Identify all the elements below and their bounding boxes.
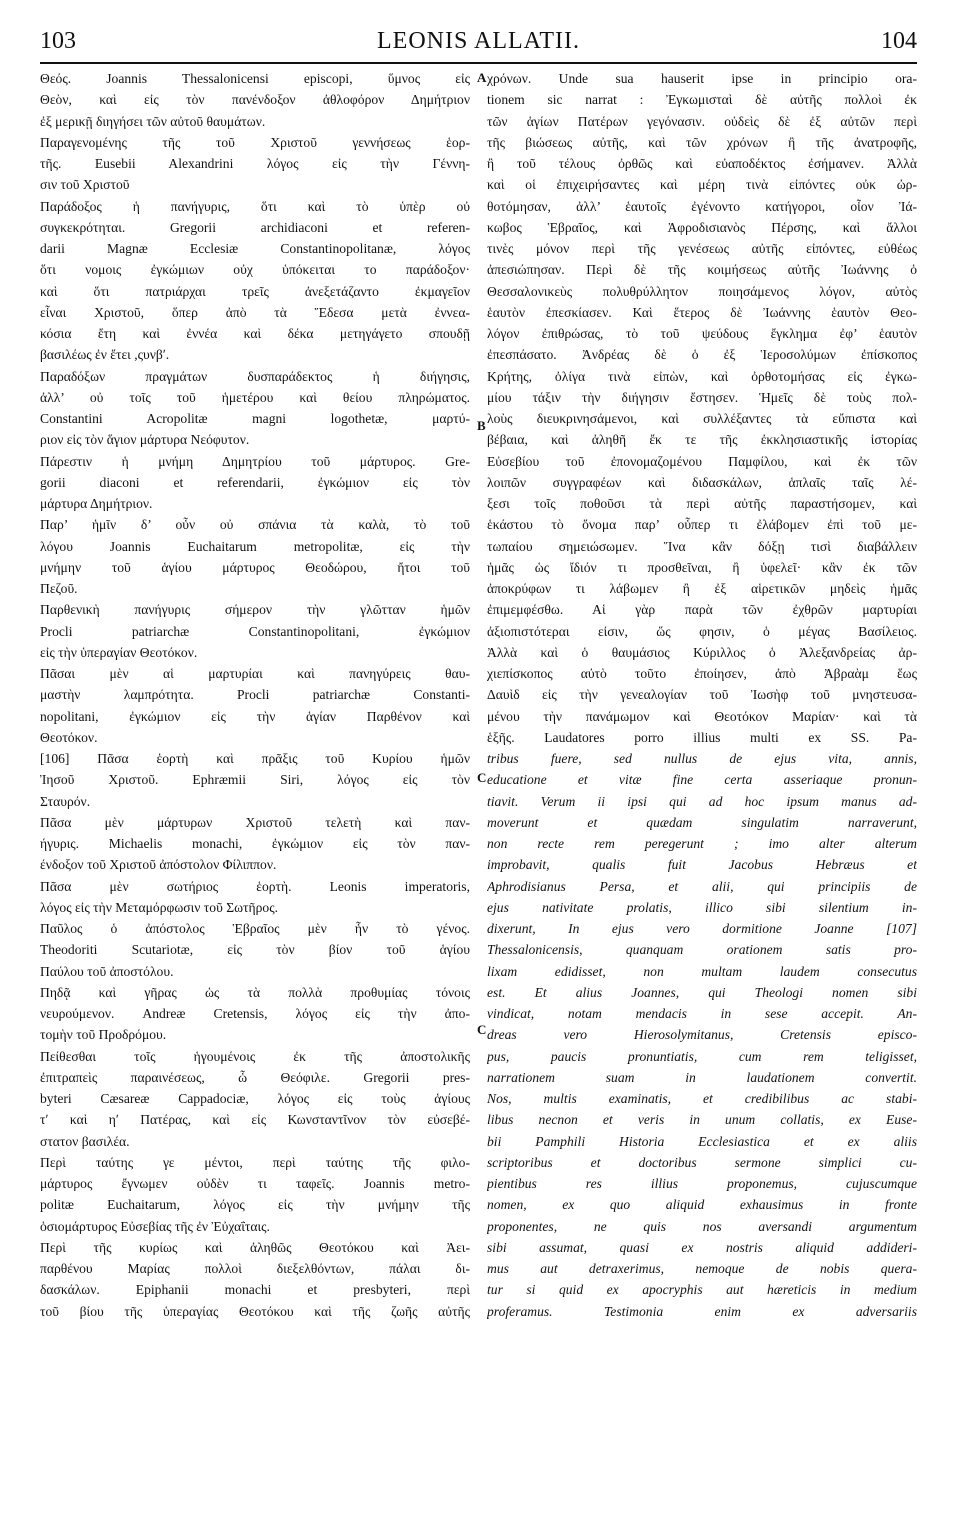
left-col-line: σιν τοῦ Χριστοῦ	[40, 177, 130, 193]
left-col-line: ἀλλ’ οὐ τοῖς τοῦ ἡμετέρου καὶ θείου πληρώματος.	[40, 389, 470, 405]
left-col-line: εἰς τὴν ὑπεραγίαν Θεοτόκον.	[40, 644, 198, 660]
left-col-line: Procli patriarchæ Constantinopolitani, ἐγκώμιον	[40, 623, 470, 639]
left-col-line: ἐξ μερικῇ διηγήσει τῶν αὐτοῦ θαυμάτων.	[40, 113, 266, 129]
left-col-line: στατον βασιλέα.	[40, 1133, 130, 1149]
right-col-line: τῶν ἁγίων Πατέρων γεγόνασιν. οὐδεὶς δὲ ἐξ αὐτῶν περὶ	[487, 113, 917, 129]
left-col-line: Θεὸν, καὶ εἰς τὸν πανένδοξον ἀθλοφόρον Δημήτριον	[40, 92, 470, 108]
right-col-line: ἐπεσπάσατο. Ἀνδρέας δὲ ὁ ἐξ Ἱεροσολύμων ἐπίσκοπος	[487, 347, 917, 363]
left-col-line: Σταυρόν.	[40, 793, 91, 809]
right-col-line: χιεπίσκοπος αὐτὸ τοῦτο ἐποίησεν, ἀπὸ Ἀβραὰμ ἕως	[487, 666, 917, 681]
right-col-line: mus aut detraxerimus, nemoque de nobis quera-	[487, 1261, 917, 1276]
right-col-line: libus necnon et veris in unum collatis, ex Euse-	[487, 1112, 917, 1128]
right-col-line: dixerunt, In ejus vero dormitione Joanne [107]	[487, 921, 917, 936]
left-col-line: λόγος εἰς τὴν Μεταμόρφωσιν τοῦ Σωτῆρος.	[40, 899, 278, 915]
left-col-line: Πᾶσα μὲν μάρτυρων Χριστοῦ τελετὴ καὶ παν-	[40, 814, 470, 830]
left-col-line: ριον εἰς τὸν ἅγιον μάρτυρα Νεόφυτον.	[40, 432, 250, 448]
left-col-line: ήγυρις. Michaelis monachi, ἐγκώμιον εἰς τὸν παν-	[40, 836, 470, 851]
right-col-line: μένου τὴν πανάμωμον καὶ Θεοτόκον Μαρίαν· καὶ τὰ	[487, 708, 917, 724]
right-col-line: proferamus. Testimonia enim ex adversariis	[487, 1303, 917, 1319]
right-col-line: κωβος Ἑβραῖος, καὶ Ἀφροδισιανὸς Πέρσης, καὶ ἄλλοι	[487, 219, 917, 235]
right-col-line: ejus nativitate prolatis, illico sibi silentium in-	[487, 899, 917, 915]
left-column	[40, 68, 470, 1523]
right-col-line: τῆς βιώσεως αὐτῆς, καὶ τῶν χρόνων ἢ τῆς ἀνατροφῆς,	[487, 134, 917, 150]
left-col-line: παρθένου Μαρίας πολλοὶ διεξελθόντων, πάλαι δι-	[40, 1261, 470, 1276]
right-col-line: scriptoribus et doctoribus sermone simplici cu-	[487, 1154, 917, 1170]
left-col-line: τομὴν τοῦ Προδρόμου.	[40, 1027, 167, 1043]
right-col-line: βέβαια, καὶ ἀληθῆ ἔκ τε τῆς ἐκκλησιαστικῆς ἱστορίας	[487, 432, 917, 448]
margin-letter-c: C	[477, 770, 487, 785]
left-col-line: Πηδᾷ καὶ γῆρας ὡς τὰ πολλὰ προθυμίας τόνοις	[40, 984, 470, 1000]
right-col-line: educatione et vitæ fine certa asseriaque pronun-	[487, 772, 917, 788]
left-col-line: Πείθεσθαι τοῖς ἡγουμένοις ἐκ τῆς ἀποστολικῆς	[40, 1048, 470, 1064]
left-col-line: nopolitani, ἐγκώμιον εἰς τὴν ἁγίαν Παρθένον καὶ	[40, 708, 470, 724]
right-col-line: narrationem suam in laudationem convertit.	[487, 1069, 917, 1085]
right-col-line: dreas vero Hierosolymitanus, Cretensis episco-	[487, 1027, 917, 1043]
right-col-line: ἑαυτὸν ἐπεσκίασεν. Καὶ ἕτερος δὲ Ἰωάννης ἑαυτὸν Θεο-	[487, 304, 917, 320]
left-col-line: μνήμην τοῦ ἁγίου μάρτυρος Θεοδώρου, ἤτοι τοῦ	[40, 559, 470, 575]
left-col-line: τῆς. Eusebii Alexandrini λόγος εἰς τὴν Γέννη-	[40, 156, 470, 171]
right-col-line: nomen, ex quo aliquid exhausimus in fronte	[487, 1197, 917, 1213]
left-col-line: συγκεκρότηται. Gregorii archidiaconi et referen-	[40, 219, 470, 235]
left-col-line: Θεοτόκον.	[40, 729, 98, 745]
left-col-line: Παύλου τοῦ ἀποστόλου.	[40, 963, 174, 979]
right-col-line: moverunt et quædam singulatim narraverunt,	[487, 814, 917, 830]
left-col-line: Πᾶσαι μὲν αἱ μαρτυρίαι καὶ πανηγύρεις θαυ-	[40, 666, 470, 681]
right-col-line: Aphrodisianus Persa, et alii, qui principiis de	[487, 878, 917, 894]
left-col-line: ἐπιτραπεὶς παραινέσεως, ὦ Θεόφιλε. Gregorii pres-	[40, 1069, 470, 1085]
left-col-line: νευρούμενον. Andreæ Cretensis, λόγος εἰς τὴν ἀπο-	[40, 1006, 470, 1021]
right-col-line: ἡμᾶς ὡς ἴδιόν τι προσθεῖναι, ἢ ὑφελεῖ· κἂν ἐκ τῶν	[487, 559, 917, 575]
right-col-line: bii Pamphili Historia Ecclesiastica et ex aliis	[487, 1133, 917, 1149]
right-col-line: lixam edidisset, non multam laudem consecutus	[487, 963, 917, 979]
running-title: LEONIS ALLATII.	[377, 28, 580, 54]
left-col-line: ὁσιομάρτυρος Εὐσεβίας τῆς ἐν Ἐὐχαΐταις.	[40, 1218, 270, 1234]
left-col-line: darii Magnæ Ecclesiæ Constantinopolitanæ, λόγος	[40, 241, 470, 256]
left-col-line: μάρτυρα Δημήτριον.	[40, 496, 153, 511]
right-col-line: proponentes, ne quis nos aversandi argumentum	[487, 1218, 917, 1234]
left-col-line: εἶναι Χριστοῦ, ὅπερ ἀπὸ τὰ Ἔδεσα μετὰ ἐννεα-	[40, 304, 470, 320]
right-col-line: χρόνων. Unde sua hauserit ipse in principio ora-	[487, 71, 917, 86]
left-col-line: Constantini Acropolitæ magni logothetæ, μαρτύ-	[40, 411, 470, 426]
right-col-line: tur si quid ex apocryphis aut hæreticis in medium	[487, 1282, 917, 1298]
right-col-line: Ἀλλὰ καὶ ὁ θαυμάσιος Κύριλλος ὁ Ἀλεξανδρείας ἀρ-	[487, 644, 917, 660]
left-col-line: βασιλέως ἐν ἔτει ,ςυνβʹ.	[40, 347, 170, 363]
left-col-line: Παραδόξων πραγμάτων δυσπαράδεκτος ἡ διήγησις,	[40, 368, 470, 384]
right-col-line: μίου τάξιν τὴν διήγησιν ἔστησεν. Ἡμεῖς δὲ τοὺς πολ-	[487, 389, 917, 405]
left-col-line: Theodoriti Scutariotæ, εἰς τὸν βίον τοῦ ἁγίου	[40, 942, 470, 958]
right-col-line: ἐπιμεμφέσθω. Αἱ γὰρ παρὰ τῶν ἐχθρῶν μαρτυρίαι	[487, 602, 917, 618]
left-col-line: politæ Euchaitarum, λόγος εἰς τὴν μνήμην τῆς	[40, 1197, 470, 1213]
right-col-line: Thessalonicensis, quanquam orationem satis pro-	[487, 942, 917, 958]
right-col-line: λόγον ἐπιθρώσας, τὸ τοῦ ψεύδους ἔγκλημα ἐφ’ ἑαυτὸν	[487, 326, 917, 341]
right-col-line: τωπαίου σημειώσωμεν. Ἵνα κἂν δόξῃ τισὶ διαβάλλειν	[487, 538, 917, 554]
margin-letter-b: B	[477, 418, 486, 433]
left-col-line: [106] Πᾶσα ἑορτὴ καὶ πρᾶξις τοῦ Κυρίου ἡμῶν	[40, 751, 470, 766]
left-col-line: Πᾶσα μὲν σωτήριος ἑορτὴ. Leonis imperatoris,	[40, 878, 470, 894]
left-col-line: Θεός. Joannis Thessalonicensi episcopi, ὕμνος εἰς	[40, 71, 470, 86]
right-col-line: ξεσι τοῖς ποθοῦσι τὰ περὶ αὐτῆς παραστήσομεν, καὶ	[487, 496, 917, 511]
right-col-line: ἢ τοῦ τέλους ὀρθῶς καὶ εὐαποδέκτος ἐσήμανεν. Ἀλλὰ	[487, 156, 917, 171]
right-col-line: ἀπεσιώπησαν. Περὶ δὲ τῆς κοιμήσεως αὐτῆς Ἰωάννης ὁ	[487, 262, 917, 278]
left-col-line: Περὶ τῆς κυρίως καὶ ἀληθῶς Θεοτόκου καὶ Ἀει-	[40, 1239, 470, 1255]
left-col-line: τʹ καὶ ηʹ Πατέρας, καὶ εἰς Κωνσταντῖνον τὸν εὐσεβέ-	[40, 1112, 470, 1128]
right-col-line: vindicat, notam mendacis in sese accepit. An-	[487, 1006, 917, 1021]
right-col-line: λοιπῶν συγγραφέων καὶ διδασκάλων, ἁπλαῖς ταῖς λέ-	[487, 474, 917, 490]
right-col-line: pus, paucis pronuntiatis, cum rem teligisset,	[487, 1048, 917, 1064]
right-col-line: improbavit, qualis fuit Jacobus Hebræus et	[487, 857, 917, 873]
right-col-line: θοτόμησαν, ἀλλ’ ἑαυτοῖς ἐγένοντο κατήγοροι, οἷον Ἰά-	[487, 198, 917, 214]
left-col-line: Παρθενικὴ πανήγυρις σήμερον τὴν γλῶτταν ἡμῶν	[40, 602, 470, 618]
right-col-line: ἑξῆς. Laudatores porro illius multi ex SS. Pa-	[487, 729, 917, 745]
margin-letter-c2: C	[477, 1022, 487, 1037]
right-col-line: καὶ οἱ ἐπιχειρήσαντες καὶ μέρη τινὰ εἰπόντες οὐκ ὠρ-	[487, 177, 917, 193]
page-number-right: 104	[881, 28, 917, 54]
right-col-line: Δαυὶδ εἰς τὴν γενεαλογίαν τοῦ Ἰωσὴφ τοῦ μνηστευσα-	[487, 687, 917, 703]
right-col-line: est. Et alius Joannes, qui Theologi nomen sibi	[487, 984, 917, 1000]
left-col-line: Παρ’ ἡμῖν δ’ οὖν οὐ σπάνια τὰ καλὰ, τὸ τοῦ	[40, 517, 470, 533]
left-col-line: ὅτι νομοις ἐγκώμιων οὐχ ὑπόκειται το παράδοξον·	[40, 262, 470, 278]
right-col-line: tribus fuere, sed nullus de ejus vita, annis,	[487, 751, 917, 766]
left-col-line: τοῦ βίου τῆς ὑπεραγίας Θεοτόκου καὶ τῆς ζωῆς αὐτῆς	[40, 1303, 470, 1319]
right-col-line: λοὺς διευκρινησάμενοι, καὶ συλλέξαντες τὰ εὔπιστα καὶ	[487, 411, 917, 426]
left-col-line: ένδοξον τοῦ Χριστοῦ ἀπόστολον Φίλιππον.	[40, 857, 277, 873]
right-col-line: ἑκάστου τὸ ὄνομα παρ’ οὗπερ τι ἐλάβομεν ἐπὶ τοῦ με-	[487, 517, 917, 533]
running-head	[40, 22, 917, 54]
margin-letter-a: A	[477, 70, 487, 85]
right-col-line: ἀποκρύφων τι λάβωμεν ἢ ἐξ αἱρετικῶν μηδεὶς ἡμᾶς	[487, 581, 917, 596]
left-col-line: gorii diaconi et referendarii, ἐγκώμιον εἰς τὸν	[40, 474, 470, 490]
left-col-line: Πεζοῦ.	[40, 581, 78, 596]
page-number-left: 103	[40, 28, 76, 54]
left-col-line: Ἰησοῦ Χριστοῦ. Ephræmii Siri, λόγος εἰς τὸν	[40, 772, 470, 788]
right-col-line: sibi assumat, quasi ex nostris aliquid addideri-	[487, 1239, 917, 1255]
right-col-line: Κρήτης, ὀλίγα τινὰ εἰπὼν, καὶ ὀρθοτομήσας εἰς ἐγκω-	[487, 368, 917, 384]
left-col-line: Παῦλος ὁ ἀπόστολος Ἑβραῖος μὲν ἦν τὸ γένος.	[40, 921, 470, 936]
right-col-line: tiavit. Verum ii ipsi qui ad hoc ipsum manus ad-	[487, 793, 917, 809]
left-col-line: Παράδοξος ἡ πανήγυρις, ὅτι καὶ τὸ ὑπὲρ οὐ	[40, 198, 470, 214]
left-col-line: καὶ ὅτι πατριάρχαι τρεῖς ἀνεξετάζαντο ἐκμαγεῖον	[40, 283, 470, 299]
left-col-line: δασκάλων. Epiphanii monachi et presbyteri, περὶ	[40, 1282, 470, 1298]
left-col-line: μάρτυρος ἔγνωμεν οὐδὲν τι ταφεῖς. Joannis metro-	[40, 1176, 470, 1191]
left-col-line: Παραγενομένης τῆς τοῦ Χριστοῦ γεννήσεως ἑορ-	[40, 134, 470, 150]
left-col-line: κόσια ἔτη καὶ ἐννέα καὶ δέκα μετηγάγετο σπουδῇ	[40, 326, 470, 341]
right-col-line: ἀξιοπιστότεραι εἰσιν, ὥς φησιν, ὁ μέγας Βασίλειος.	[487, 623, 917, 639]
right-col-line: Εὐσεβίου τοῦ ἐπονομαζομένου Παμφίλου, καὶ ἐκ τῶν	[487, 453, 917, 469]
right-col-line: Nos, multis examinatis, et credibilibus ac stabi-	[487, 1091, 917, 1106]
left-col-line: λόγου Joannis Euchaitarum metropolitæ, εἰς τὴν	[40, 538, 470, 554]
right-col-line: pientibus res illius proponemus, cujuscumque	[487, 1176, 917, 1191]
left-col-line: Περὶ ταύτης γε μέντοι, περὶ ταύτης τῆς φιλο-	[40, 1154, 470, 1170]
right-column	[487, 68, 917, 1523]
header-rule	[40, 62, 917, 64]
left-col-line: μαστὴν λαμπρότητα. Procli patriarchæ Constanti-	[40, 687, 470, 703]
right-col-line: non recte rem peregerunt ; imo alter alterum	[487, 836, 917, 851]
right-col-line: Θεσσαλονικεὺς πολυθρύλλητον ποιησάμενος λόγον, αὐτὸς	[487, 283, 917, 299]
left-col-line: byteri Cæsareæ Cappadociæ, λόγος εἰς τοὺς ἁγίους	[40, 1091, 470, 1106]
right-col-line: τινὲς μόνον περὶ τῆς γενέσεως αὐτῆς εἰπόντες, εὐθέως	[487, 241, 917, 256]
right-col-line: tionem sic narrat : Ἐγκωμισταὶ δὲ αὐτῆς πολλοὶ ἐκ	[487, 92, 917, 108]
left-col-line: Πάρεστιν ἡ μνήμη Δημητρίου τοῦ μάρτυρος. Gre-	[40, 453, 470, 469]
